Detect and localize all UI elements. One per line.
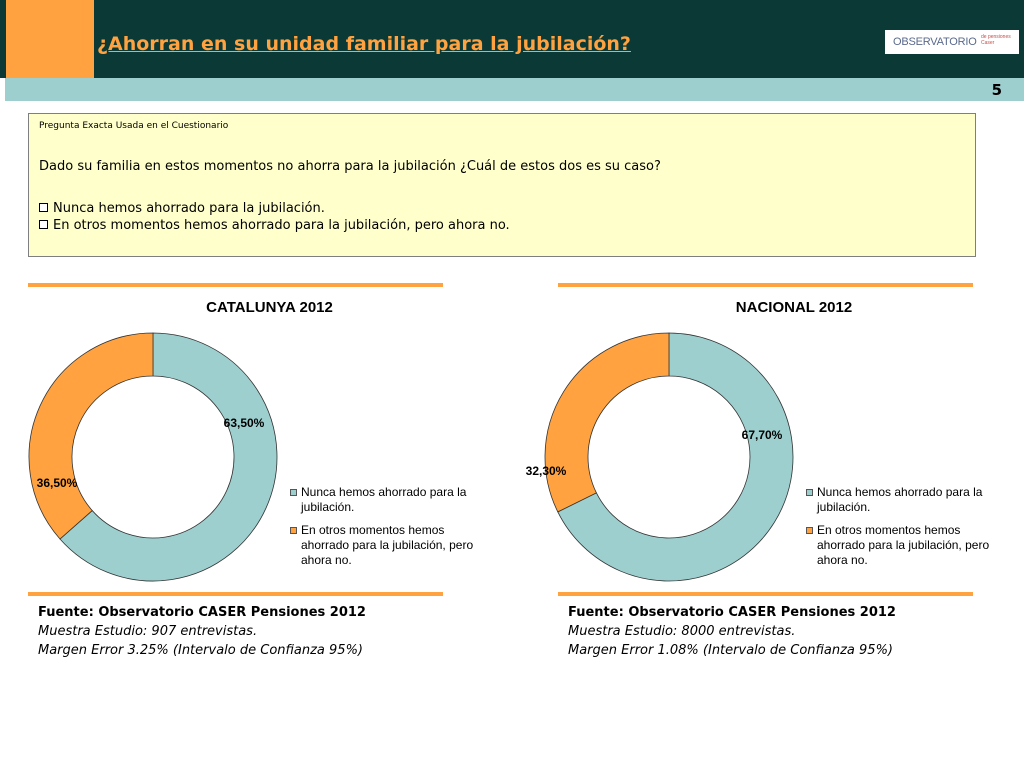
logo-subtext: de pensiones Caser	[981, 34, 1011, 46]
page-title: ¿Ahorran en su unidad familiar para la jubilación?	[97, 33, 631, 55]
page-number: 5	[991, 81, 1002, 99]
legend-item	[806, 523, 1006, 568]
data-label: 67,70%	[741, 428, 783, 442]
legend-label: En otros momentos hemos ahorrado para la jubilación, pero ahora no.	[817, 523, 990, 567]
chart-title: CATALUNYA 2012	[206, 299, 333, 316]
logo-text: OBSERVATORIO	[893, 36, 977, 48]
donut-slice	[545, 333, 669, 512]
chart-title: NACIONAL 2012	[735, 299, 853, 316]
source-note	[38, 603, 366, 660]
source-note	[568, 603, 896, 660]
chart-bottom-rule	[558, 592, 973, 596]
legend-label: En otros momentos hemos ahorrado para la jubilación, pero ahora no.	[301, 523, 474, 567]
legend-item	[806, 485, 1006, 515]
question-option-label: Nunca hemos ahorrado para la jubilación.	[53, 201, 325, 216]
legend-label: Nunca hemos ahorrado para la jubilación.	[301, 485, 467, 514]
data-label: 63,50%	[223, 416, 265, 430]
legend-label: Nunca hemos ahorrado para la jubilación.	[817, 485, 983, 514]
margin-error: Margen Error 1.08% (Intervalo de Confianza 95%)	[568, 643, 893, 658]
question-option-label: En otros momentos hemos ahorrado para la jubilación, pero ahora no.	[53, 218, 510, 233]
sample-size: Muestra Estudio: 907 entrevistas.	[38, 624, 258, 639]
source-title: Fuente: Observatorio CASER Pensiones 2012	[38, 605, 366, 620]
margin-error: Margen Error 3.25% (Intervalo de Confianza 95%)	[38, 643, 363, 658]
question-text: Dado su familia en estos momentos no ahorra para la jubilación ¿Cuál de estos dos es su caso?	[39, 159, 661, 174]
question-label: Pregunta Exacta Usada en el Cuestionario	[39, 121, 229, 131]
legend-swatch	[806, 527, 813, 534]
data-label: 32,30%	[525, 464, 567, 478]
chart-legend	[806, 485, 1006, 576]
sample-size: Muestra Estudio: 8000 entrevistas.	[568, 624, 796, 639]
legend-swatch	[806, 489, 813, 496]
source-title: Fuente: Observatorio CASER Pensiones 2012	[568, 605, 896, 620]
data-label: 36,50%	[36, 476, 78, 490]
